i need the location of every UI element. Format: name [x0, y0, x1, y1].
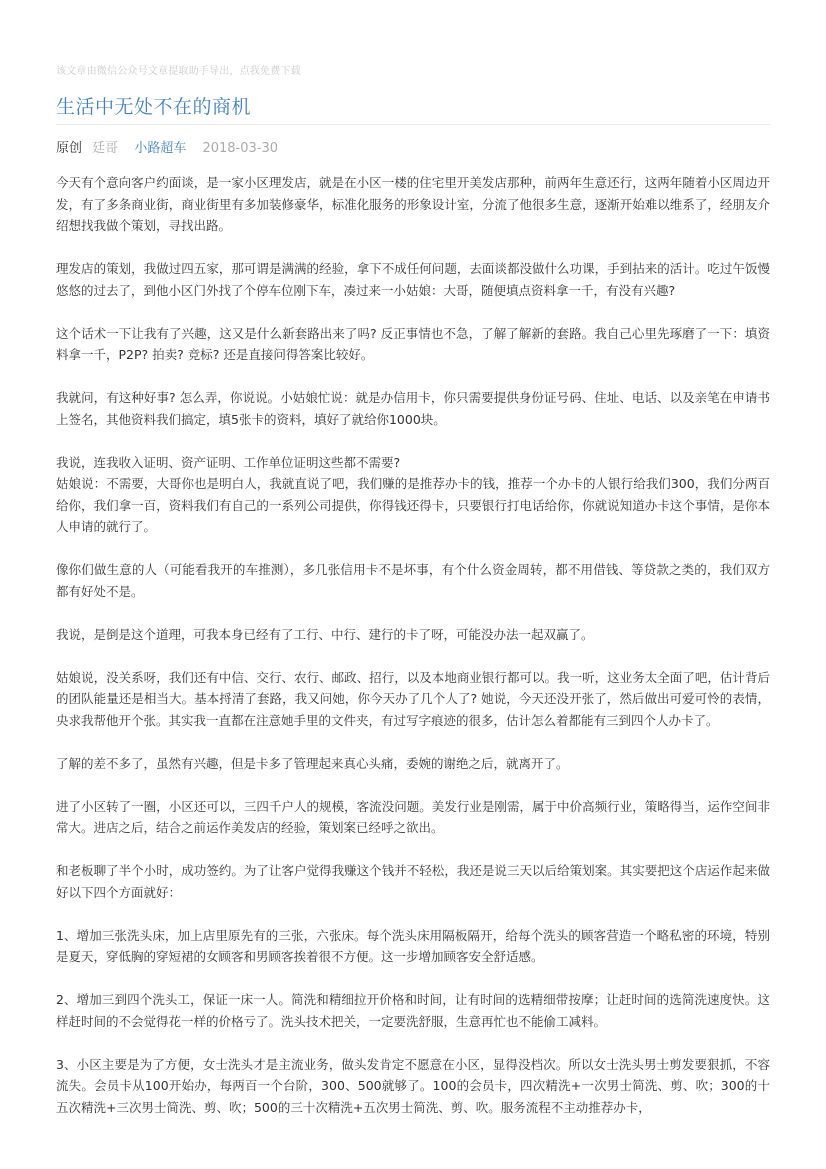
paragraph: 我说，是倒是这个道理，可我本身已经有了工行、中行、建行的卡了呀，可能没办法一起双赢了。	[56, 626, 594, 642]
article-body	[56, 172, 770, 1140]
paragraph: 姑娘说：不需要，大哥你也是明白人，我就直说了吧，我们赚的是推荐办卡的钱，推荐一个办卡的人银行给我们300，我们分两百给你，我们拿一百，资料我们有自己的一系列公司提供，你得钱还得卡，只要银行打电话给你，你就说知道办卡这个事情，是你本人申请的就行了。	[56, 476, 770, 534]
paragraph: 了解的差不多了，虽然有兴趣，但是卡多了管理起来真心头痛，委婉的谢绝之后，就离开了。	[56, 755, 569, 771]
paragraph: 进了小区转了一圈，小区还可以，三四千户人的规模，客流没问题。美发行业是刚需，属于中价高频行业，策略得当，运作空间非常大。进店之后，结合之前运作美发店的经验，策划案已经呼之欲出。	[56, 798, 770, 835]
original-tag: 原创	[56, 141, 83, 156]
paragraph: 这个话术一下让我有了兴趣，这又是什么新套路出来了吗? 反正事情也不急，了解了解新的套路。我自己心里先琢磨了一下：填资料拿一千，P2P? 拍卖? 竞标? 还是直接问得答案比较好。	[56, 325, 770, 362]
publish-date: 2018-03-30	[202, 141, 279, 156]
paragraph: 我说，连我收入证明、资产证明、工作单位证明这些都不需要?	[56, 454, 401, 470]
paragraph: 和老板聊了半个小时，成功签约。为了让客户觉得我赚这个钱并不轻松，我还是说三天以后给策划案。其实要把这个店运作起来做好以下四个方面就好：	[56, 863, 770, 900]
title-divider	[56, 124, 770, 125]
export-notice-link[interactable]: 该文章由微信公众号文章提取助手导出，点我免费下载	[56, 66, 301, 77]
paragraph: 像你们做生意的人（可能看我开的车推测），多几张信用卡不是坏事，有个什么资金周转，都不用借钱、等贷款之类的，我们双方都有好处不是。	[56, 562, 770, 599]
article-title: 生活中无处不在的商机	[56, 96, 252, 118]
paragraph: 1、增加三张洗头床，加上店里原先有的三张，六张床。每个洗头床用隔板隔开，给每个洗头的顾客营造一个略私密的环境，特别是夏天，穿低胸的穿短裙的女顾客和男顾客挨着很不方便。这一步增加顾客安全舒适感。	[56, 927, 770, 964]
paragraph: 3、小区主要是为了方便，女士洗头才是主流业务，做头发肯定不愿意在小区，显得没档次。所以女士洗头男士剪发要狠抓，不容流失。会员卡从100开始办，每两百一个台阶，300、500就够了。100的会员卡，四次精洗+一次男士简洗、剪、吹；300的十五次精洗+三次男士简洗、剪、吹；500的三十次精洗+五次男士简洗、剪、吹。服务流程不主动推荐办卡，	[56, 1056, 770, 1115]
account-name-link[interactable]: 小路超车	[134, 141, 187, 156]
paragraph: 理发店的策划，我做过四五家，那可谓是满满的经验，拿下不成任何问题，去面谈都没做什么功课，手到拈来的活计。吃过午饭慢悠悠的过去了，到他小区门外找了个停车位刚下车，凑过来一小姑娘：大哥，随便填点资料拿一千，有没有兴趣?	[56, 261, 770, 298]
paragraph: 我就问，有这种好事? 怎么弄，你说说。小姑娘忙说：就是办信用卡，你只需要提供身份证号码、住址、电话、以及亲笔在申请书上签名，其他资料我们搞定，填5张卡的资料，填好了就给你1000块。	[56, 390, 770, 427]
author-name: 廷哥	[92, 141, 119, 156]
paragraph: 2、增加三到四个洗头工，保证一床一人。简洗和精细拉开价格和时间，让有时间的选精细带按摩；让赶时间的选简洗速度快。这样赶时间的不会觉得花一样的价格亏了。洗头技术把关，一定要洗舒服，生意再忙也不能偷工减料。	[56, 992, 770, 1029]
paragraph: 今天有个意向客户约面谈，是一家小区理发店，就是在小区一楼的住宅里开美发店那种，前两年生意还行，这两年随着小区周边开发，有了多条商业街，商业街里有多加装修豪华，标准化服务的形象设计室，分流了他很多生意，逐渐开始难以维系了，经朋友介绍想找我做个策划，寻找出路。	[56, 175, 770, 233]
article-meta	[56, 140, 278, 158]
paragraph: 姑娘说，没关系呀，我们还有中信、交行、农行、邮政、招行，以及本地商业银行都可以。我一听，这业务太全面了吧，估计背后的团队能量还是相当大。基本捋清了套路，我又问她，你今天办了几个人了? 她说，今天还没开张了，然后做出可爱可怜的表情，央求我帮他开个张。其实我一直都在注意她手里的文件夹，有过写字痕迹的很多，估计怎么着都能有三到四个人办卡了。	[56, 669, 770, 728]
